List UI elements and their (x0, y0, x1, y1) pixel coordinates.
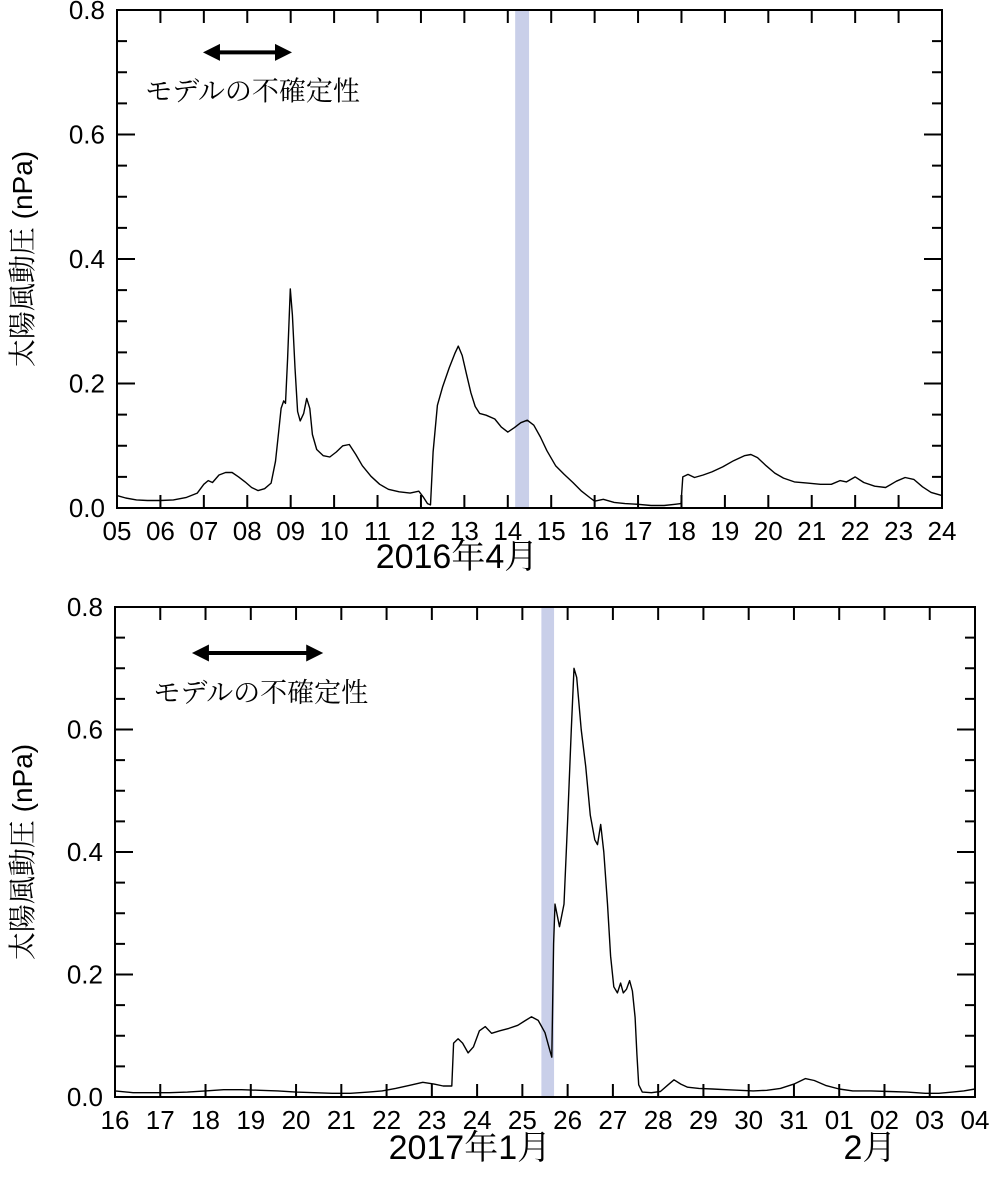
x-tick-label: 05 (102, 516, 132, 546)
x-tick-label: 18 (191, 1105, 220, 1135)
y-axis-title: 太陽風動圧 (nPa) (7, 150, 38, 368)
chart-april-2016 (7, 0, 956, 576)
y-tick-label: 0.4 (66, 837, 103, 867)
x-tick-label: 24 (927, 516, 957, 546)
y-tick-label: 0.6 (68, 119, 105, 150)
x-tick-label: 20 (281, 1105, 311, 1135)
x-tick-label: 19 (236, 1105, 266, 1135)
x-tick-label: 22 (372, 1105, 402, 1135)
x-tick-label: 23 (417, 1105, 447, 1135)
y-axis-title: 太陽風動圧 (nPa) (7, 743, 38, 961)
y-tick-label: 0.6 (66, 714, 103, 745)
x-tick-label: 22 (840, 516, 870, 546)
x-tick-label: 02 (870, 1105, 899, 1135)
x-tick-label: 11 (364, 516, 392, 546)
x-tick-label: 04 (960, 1105, 990, 1135)
x-tick-label: 15 (536, 516, 566, 546)
y-tick-label: 0.2 (66, 959, 103, 990)
x-tick-label: 12 (406, 516, 436, 546)
arrow-head-left-icon (192, 644, 209, 661)
x-axis-title: 2016年4月 (375, 538, 539, 576)
x-tick-label: 26 (553, 1105, 583, 1135)
chart-january-2017 (7, 592, 989, 1167)
arrow-head-right-icon (306, 644, 323, 661)
x-tick-label: 14 (493, 516, 523, 546)
x-tick-label: 27 (598, 1105, 628, 1135)
x-tick-label: 28 (643, 1105, 673, 1135)
x-tick-label: 23 (884, 516, 914, 546)
x-tick-label: 01 (824, 1105, 854, 1135)
y-tick-label: 0.8 (66, 592, 103, 622)
x-tick-label: 17 (623, 516, 653, 546)
x-tick-label: 08 (232, 516, 262, 546)
x-tick-label: 24 (462, 1105, 492, 1135)
x-tick-label: 31 (779, 1105, 809, 1135)
x-tick-label: 21 (326, 1105, 356, 1135)
x-tick-label: 30 (734, 1105, 764, 1135)
x-tick-label: 21 (797, 516, 827, 546)
x-tick-label: 10 (319, 516, 349, 546)
y-tick-label: 0.4 (68, 244, 105, 274)
arrow-head-left-icon (203, 44, 220, 61)
x-tick-label: 07 (189, 516, 219, 546)
x-tick-label: 03 (915, 1105, 945, 1135)
uncertainty-label: モデルの不確定性 (153, 677, 369, 708)
x-tick-label: 17 (145, 1105, 175, 1135)
x-axis-title: 2017年1月 (388, 1129, 552, 1167)
x-tick-label: 25 (507, 1105, 537, 1135)
y-tick-label: 0.8 (68, 0, 105, 25)
uncertainty-label: モデルの不確定性 (145, 76, 360, 107)
arrow-head-right-icon (275, 44, 292, 61)
x-tick-label: 13 (449, 516, 479, 546)
x-tick-label: 16 (580, 516, 610, 546)
x-axis-title: 2月 (843, 1129, 897, 1167)
y-tick-label: 0.0 (66, 1082, 103, 1112)
x-tick-label: 20 (753, 516, 783, 546)
pressure-curve (117, 289, 942, 506)
highlight-band (515, 10, 529, 508)
x-tick-label: 09 (276, 516, 306, 546)
x-tick-label: 06 (145, 516, 175, 546)
x-tick-label: 29 (688, 1105, 718, 1135)
x-tick-label: 19 (710, 516, 740, 546)
y-tick-label: 0.2 (68, 368, 105, 399)
x-tick-label: 18 (667, 516, 696, 546)
y-tick-label: 0.0 (68, 493, 105, 523)
x-tick-label: 16 (100, 1105, 130, 1135)
